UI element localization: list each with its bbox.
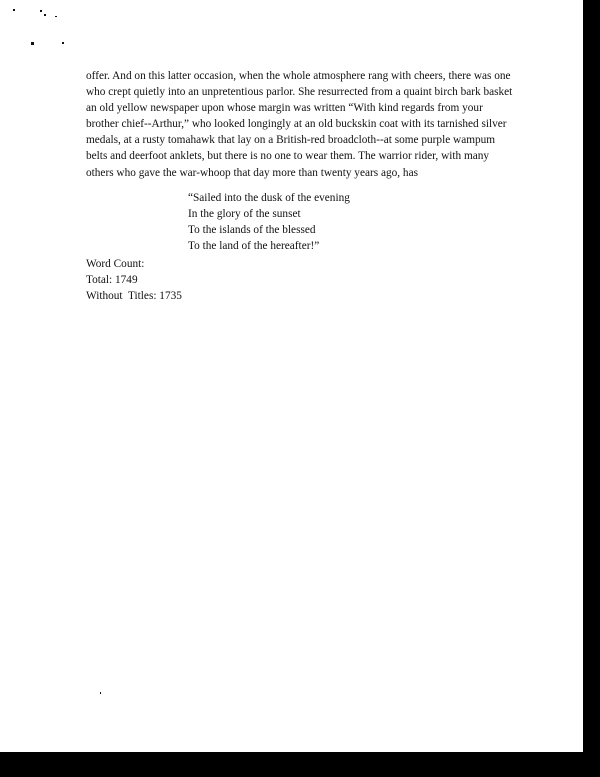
word-count-heading: Word Count: bbox=[86, 258, 145, 270]
verse-line: “Sailed into the dusk of the evening bbox=[188, 192, 350, 204]
scan-speck bbox=[40, 10, 42, 12]
word-count-without-titles: Without Titles: 1735 bbox=[86, 290, 182, 303]
word-count-total: Total: 1749 bbox=[86, 274, 138, 287]
scan-speck bbox=[31, 42, 34, 45]
body-paragraph: offer. And on this latter occasion, when the whole atmosphere rang with cheers, there was one who crept quietly into an unpretentious parlor. She resurrected from a quaint birch bark basket an old yellow newspaper upon whose margin was written “With kind regards from your brother chief--Arthur,” who looked longingly at an old buckskin coat with its tarnished silver medals, at a rusty tomahawk that lay on a British-red broadcloth--at some purple wampum belts and deerfoot anklets, but there is no one to wear them. The warrior rider, with many others who gave the war-whoop that day more than twenty years ago, has bbox=[86, 70, 513, 179]
poem-verse bbox=[188, 190, 488, 254]
scan-border-bottom bbox=[0, 752, 600, 777]
verse-line: To the land of the hereafter!” bbox=[188, 240, 320, 253]
scan-border-right bbox=[583, 0, 600, 752]
scan-speck bbox=[13, 9, 15, 11]
verse-line: To the islands of the blessed bbox=[188, 224, 316, 237]
scan-speck bbox=[55, 16, 57, 17]
scan-speck bbox=[44, 14, 46, 16]
scan-speck bbox=[100, 692, 101, 694]
verse-line: In the glory of the sunset bbox=[188, 208, 301, 221]
word-count-block bbox=[86, 256, 386, 304]
scan-speck bbox=[62, 42, 64, 44]
